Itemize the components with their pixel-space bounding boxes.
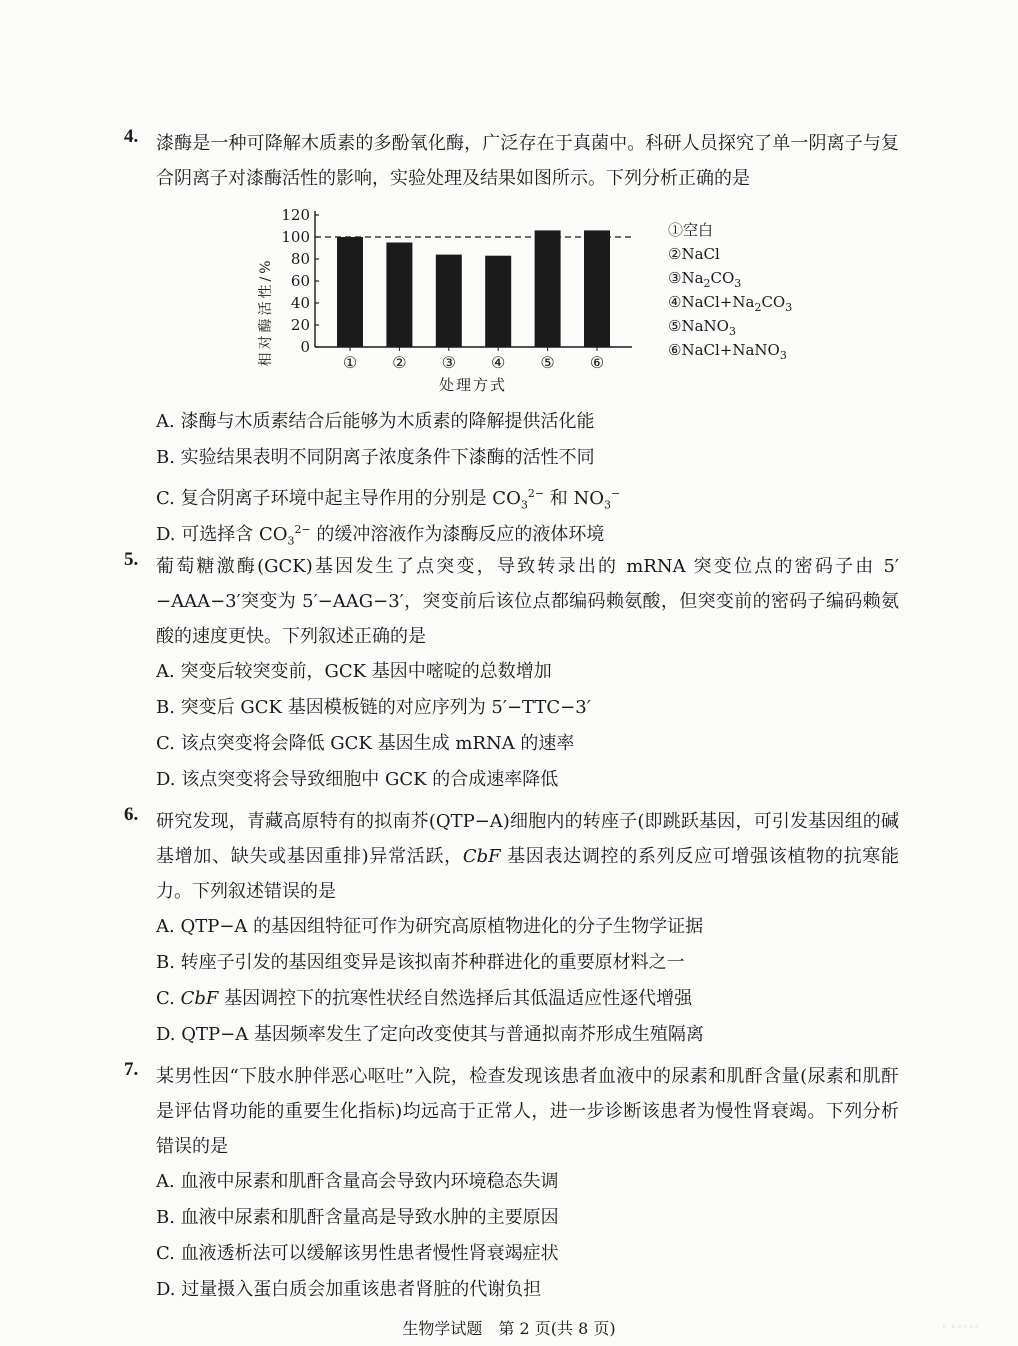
bar bbox=[535, 230, 561, 347]
option-c: C. 血液透析法可以缓解该男性患者慢性肾衰竭症状 bbox=[156, 1243, 559, 1264]
option-b: B. 突变后 GCK 基因模板链的对应序列为 5′−TTC−3′ bbox=[156, 697, 591, 718]
legend-item bbox=[668, 314, 792, 338]
question-number: 6. bbox=[124, 804, 139, 825]
question-4 bbox=[124, 126, 899, 196]
x-tick-label: ⑥ bbox=[589, 353, 605, 372]
subscript: 3 bbox=[734, 277, 742, 290]
legend-item bbox=[668, 242, 792, 266]
y-tick-label: 60 bbox=[290, 272, 310, 290]
y-tick-label: 20 bbox=[290, 316, 310, 334]
x-tick-label: ① bbox=[342, 353, 358, 372]
option-d: D. QTP−A 基因频率发生了定向改变使其与普通拟南芥形成生殖隔离 bbox=[156, 1024, 704, 1045]
question-stem: 葡萄糖激酶(GCK)基因发生了点突变，导致转录出的 mRNA 突变位点的密码子由 5′−AAA−3′突变为 5′−AAG−3′，突变前后该位点都编码赖氨酸，但突变前的密码子编码赖氨酸的速度更快。下列叙述正确的是 bbox=[156, 556, 899, 647]
legend-item bbox=[668, 338, 792, 362]
superscript: 2− bbox=[294, 523, 311, 536]
bar bbox=[485, 256, 511, 347]
y-tick-label: 80 bbox=[290, 250, 310, 268]
question-number: 5. bbox=[124, 549, 139, 570]
legend-item bbox=[668, 218, 792, 242]
legend-label: ⑥NaCl+NaNO bbox=[668, 341, 780, 359]
legend-label: CO bbox=[761, 293, 786, 311]
legend-label: ④NaCl+Na bbox=[668, 293, 755, 311]
bar bbox=[386, 243, 412, 348]
option-c bbox=[156, 476, 899, 512]
bar bbox=[436, 255, 462, 347]
subscript: 3 bbox=[520, 498, 528, 512]
y-tick-label: 40 bbox=[290, 294, 310, 312]
option-c bbox=[156, 981, 899, 1017]
gene-name: CbF bbox=[180, 988, 219, 1009]
stem-text: 研究发现，青藏高原特有的拟南芥(QTP−A)细胞内的转座子(即跳跃基因，可引发基因组的碱基增加、缺失或基因重排)异常活跃， bbox=[156, 811, 899, 867]
superscript: − bbox=[611, 487, 621, 500]
bar bbox=[337, 237, 363, 347]
legend-item bbox=[668, 266, 792, 290]
x-tick-label: ⑤ bbox=[540, 353, 555, 372]
bar-chart bbox=[250, 200, 670, 400]
option-text: 的缓冲溶液作为漆酶反应的液体环境 bbox=[310, 524, 605, 545]
question-7 bbox=[124, 1059, 899, 1308]
legend-label: ②NaCl bbox=[668, 245, 720, 263]
option-a: A. 突变后较突变前，GCK 基因中嘧啶的总数增加 bbox=[156, 661, 552, 682]
y-tick-label: 0 bbox=[300, 338, 310, 356]
subscript: 2 bbox=[754, 301, 762, 314]
question-number: 4. bbox=[124, 126, 139, 147]
question-stem: 某男性因“下肢水肿伴恶心呕吐”入院，检查发现该患者血液中的尿素和肌酐含量(尿素和肌酐是评估肾功能的重要生化指标)均远高于正常人，进一步诊断该患者为慢性肾衰竭。下列分析错误的是 bbox=[156, 1066, 899, 1157]
option-text: D. 可选择含 CO bbox=[156, 524, 288, 545]
option-text: 和 NO bbox=[544, 488, 604, 509]
page-footer: 生物学试题 第 2 页(共 8 页) bbox=[402, 1319, 616, 1338]
option-text: C. 复合阴离子环境中起主导作用的分别是 CO bbox=[156, 488, 521, 509]
x-tick-label: ④ bbox=[491, 353, 506, 372]
x-tick-label: ③ bbox=[441, 353, 456, 372]
bar bbox=[584, 230, 610, 347]
option-b: B. 血液中尿素和肌酐含量高是导致水肿的主要原因 bbox=[156, 1207, 559, 1228]
option-b: B. 实验结果表明不同阴离子浓度条件下漆酶的活性不同 bbox=[156, 447, 595, 468]
option-d: D. 过量摄入蛋白质会加重该患者肾脏的代谢负担 bbox=[156, 1279, 542, 1300]
option-c: C. 该点突变将会降低 GCK 基因生成 mRNA 的速率 bbox=[156, 733, 575, 754]
y-tick-label: 120 bbox=[281, 206, 310, 224]
question-stem: 漆酶是一种可降解木质素的多酚氧化酶，广泛存在于真菌中。科研人员探究了单一阴离子与复合阴离子对漆酶活性的影响，实验处理及结果如图所示。下列分析正确的是 bbox=[156, 133, 899, 189]
option-b: B. 转座子引发的基因组变异是该拟南芥种群进化的重要原材料之一 bbox=[156, 952, 685, 973]
option-text: 基因调控下的抗寒性状经自然选择后其低温适应性逐代增强 bbox=[218, 988, 693, 1009]
legend-label: ⑤NaNO bbox=[668, 317, 729, 335]
legend-label: CO bbox=[710, 269, 735, 287]
option-a: A. QTP−A 的基因组特征可作为研究高原植物进化的分子生物学证据 bbox=[156, 916, 704, 937]
chart-xlabel: 处理方式 bbox=[438, 376, 508, 394]
watermark-icon: ◦ ◦◦◦◦◦ bbox=[941, 1322, 980, 1333]
superscript: 2− bbox=[527, 487, 545, 500]
legend-item bbox=[668, 290, 792, 314]
subscript: 3 bbox=[728, 325, 736, 338]
subscript: 3 bbox=[779, 349, 787, 362]
option-a: A. 漆酶与木质素结合后能够为木质素的降解提供活化能 bbox=[156, 411, 595, 432]
stem-text: 基因表达调控的系列反应可增强该植物的抗寒能力。下列叙述错误的是 bbox=[156, 846, 899, 902]
legend-label: ③Na bbox=[668, 269, 704, 287]
gene-name: CbF bbox=[462, 846, 501, 867]
subscript: 2 bbox=[703, 277, 711, 290]
question-4-options bbox=[124, 404, 899, 548]
y-tick-label: 100 bbox=[281, 228, 310, 246]
question-6 bbox=[124, 804, 899, 1053]
chart-ylabel: 相对酶活性/% bbox=[258, 257, 274, 367]
subscript: 3 bbox=[287, 534, 295, 548]
question-5 bbox=[124, 549, 899, 798]
option-text: C. bbox=[156, 988, 181, 1009]
option-d: D. 该点突变将会导致细胞中 GCK 的合成速率降低 bbox=[156, 769, 559, 790]
subscript: 3 bbox=[785, 301, 793, 314]
option-d bbox=[156, 512, 899, 548]
subscript: 3 bbox=[604, 498, 611, 512]
x-tick-label: ② bbox=[392, 353, 407, 372]
question-number: 7. bbox=[124, 1059, 139, 1080]
question-stem bbox=[156, 804, 899, 909]
option-a: A. 血液中尿素和肌酐含量高会导致内环境稳态失调 bbox=[156, 1171, 559, 1192]
legend-label: ①空白 bbox=[668, 221, 714, 239]
chart-legend bbox=[668, 218, 792, 362]
